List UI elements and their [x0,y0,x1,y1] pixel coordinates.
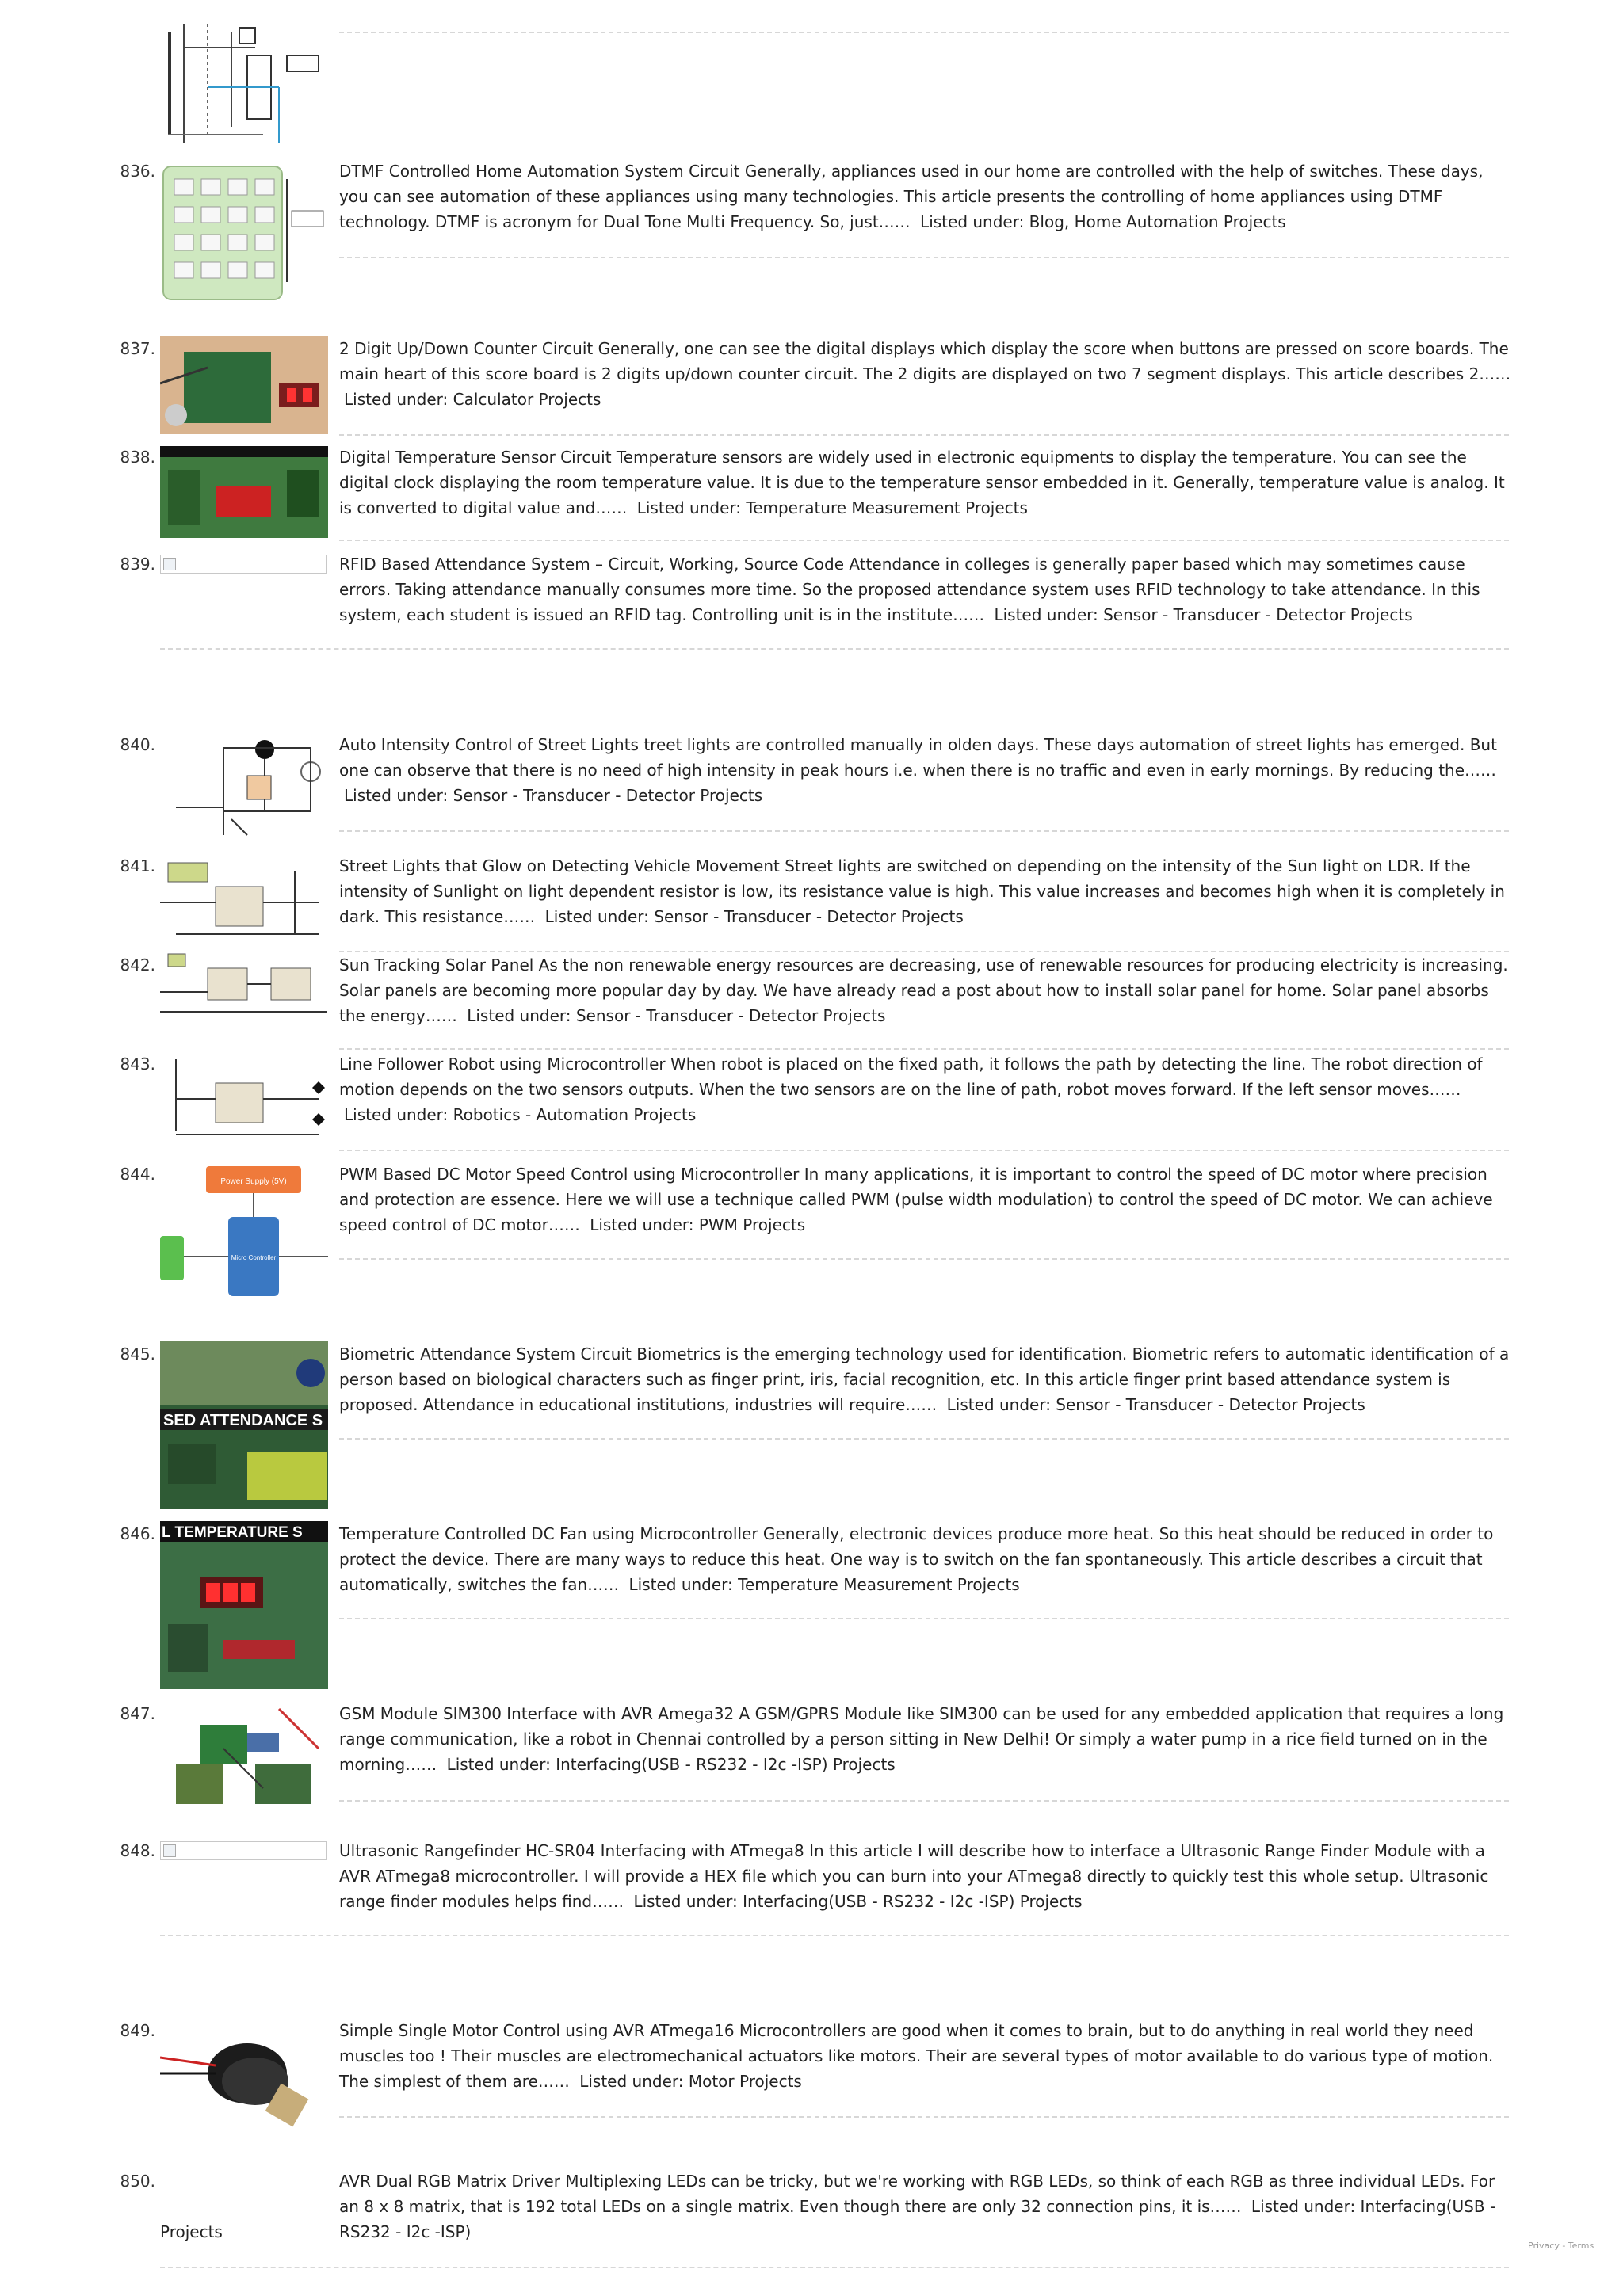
item-category[interactable]: Listed under: Temperature Measurement Projects [636,498,1028,517]
item-category[interactable]: Listed under: PWM Projects [590,1215,806,1234]
item-description [339,158,1512,235]
separator [160,648,1509,650]
item-description [339,1341,1512,1417]
item-summary: Attendance in colleges is generally paper based which may sometimes cause errors. Taking attendance manually consumes more time. So the proposed attendance system uses RFID technology to take attendance. In this system, each student is issued an RFID tag. Controlling unit is in the institute…… [339,555,1480,624]
privacy-terms-link[interactable]: Privacy - Terms [1528,2241,1594,2251]
separator [339,830,1509,832]
item-summary: As the non renewable energy resources are decreasing, use of renewable resources for producing electricity is increasing. Solar panels are becoming more popular day by day. We have already read a post about how to install solar panel for home. Solar panel absorbs the energy…… [339,955,1508,1025]
item-summary: When robot is placed on the fixed path, it follows the path by detecting the line. The robot direction of motion depends on the two sensors outputs. When the two sensors are on the line of path, robot moves forward. If the left sensor moves…… [339,1055,1483,1099]
item-number: 845. [120,1344,155,1363]
photo-banner-text: L TEMPERATURE S [162,1524,303,1541]
power-supply-label: Power Supply (5V) [220,1177,287,1186]
item-description [339,732,1512,808]
item-description [339,853,1512,929]
item-summary: Microcontrollers are good when it comes to brain, but to do anything in real world they need muscles too ! Their muscles are electromechanical actuators like motors. Their are several types of motor available to do various type of motion. The simplest of them are…… [339,2021,1494,2091]
block-circuit-thumbnail[interactable] [160,1051,328,1145]
item-category[interactable]: Listed under: Sensor - Transducer - Detector Projects [544,907,964,926]
item-title[interactable]: Biometric Attendance System Circuit [339,1344,632,1363]
item-number: 846. [120,1524,155,1543]
item-number: 843. [120,1055,155,1074]
item-number: 840. [120,735,155,754]
temperature-photo-thumbnail[interactable] [160,1521,328,1689]
broken-image-thumbnail[interactable] [160,1841,327,1860]
item-description [339,1051,1512,1127]
item-number: 849. [120,2021,155,2040]
item-description [339,444,1512,521]
item-category[interactable]: Listed under: Motor Projects [579,2072,802,2091]
item-summary: A GSM/GPRS Module like SIM300 can be used for any embedded application that requires a long range communication, like a robot in Chennai controlled by a person sitting in New Delhi! Or simply a water pump in a rice field turned on in the morning…… [339,1704,1504,1774]
item-description [339,1521,1512,1597]
gsm-board-thumbnail[interactable] [160,1701,328,1818]
item-title[interactable]: Temperature Controlled DC Fan using Microcontroller [339,1524,758,1543]
item-category[interactable]: Listed under: Interfacing(USB - RS232 - I2c -ISP) Projects [633,1892,1083,1911]
item-summary: Temperature sensors are widely used in electronic equipments to display the temperature. You can see the digital clock displaying the room temperature value. It is due to the temperature sensor embedded in it. Generally, temperature value is analog. It is converted to digital value and…… [339,448,1505,517]
item-category[interactable]: Listed under: Blog, Home Automation Projects [920,212,1286,231]
item-title[interactable]: DTMF Controlled Home Automation System Circuit [339,162,740,181]
item-description [339,1701,1512,1777]
item-title[interactable]: Street Lights that Glow on Detecting Vehicle Movement [339,856,780,875]
item-category[interactable]: Listed under: Calculator Projects [344,390,601,409]
item-number: 844. [120,1165,155,1184]
item-title[interactable]: Ultrasonic Rangefinder HC-SR04 Interfacing with ATmega8 [339,1841,804,1860]
item-title[interactable]: Auto Intensity Control of Street Lights [339,735,639,754]
separator [160,2267,1509,2268]
separator [339,540,1509,541]
sensor-board-thumbnail[interactable] [160,446,328,538]
attendance-photo-thumbnail[interactable] [160,1341,328,1509]
item-title[interactable]: Sun Tracking Solar Panel [339,955,534,974]
item-title[interactable]: AVR Dual RGB Matrix Driver [339,2172,560,2191]
item-number: 837. [120,339,155,358]
item-title[interactable]: PWM Based DC Motor Speed Control using Microcontroller [339,1165,800,1184]
dc-motor-thumbnail[interactable] [160,2018,328,2154]
item-number: 850. [120,2172,155,2191]
item-category[interactable]: Listed under: Sensor - Transducer - Detector Projects [467,1006,886,1025]
separator [339,32,1509,33]
circuit-diagram-thumbnail[interactable] [160,16,328,151]
block-circuit-thumbnail[interactable] [160,952,328,1024]
item-category[interactable]: Listed under: Sensor - Transducer - Detector Projects [946,1395,1365,1414]
separator [339,1258,1509,1260]
photo-banner-text: SED ATTENDANCE S [163,1412,323,1429]
separator [339,1150,1509,1151]
item-title[interactable]: GSM Module SIM300 Interface with AVR Amega32 [339,1704,735,1723]
item-number: 839. [120,555,155,574]
separator [160,1935,1509,1936]
item-number: 848. [120,1841,155,1860]
item-summary: Generally, appliances used in our home are controlled with the help of switches. These days, you can see automation of these appliances using many technologies. This article presents the controlling of home appliances using DTMF technology. DTMF is acronym for Dual Tone Multi Frequency. So, just…… [339,162,1484,231]
item-summary: In many applications, it is important to control the speed of DC motor where precision and protection are essence. Here we will use a technique called PWM (pulse width modulation) to control the speed of DC motor. We can achieve speed control of DC motor…… [339,1165,1493,1234]
item-category[interactable]: Listed under: Robotics - Automation Projects [344,1105,697,1124]
item-title[interactable]: Line Follower Robot using Microcontroller [339,1055,666,1074]
microcontroller-label: Micro Controller [231,1254,277,1261]
item-number: 842. [120,955,155,974]
item-category[interactable]: Listed under: Temperature Measurement Projects [628,1575,1020,1594]
separator [339,2116,1509,2118]
item-description [339,1838,1512,1914]
item-number: 836. [120,162,155,181]
pcb-photo-thumbnail[interactable] [160,336,328,434]
item-summary: In this article I will describe how to interface a Ultrasonic Range Finder Module with a AVR ATmega8 microcontroller. I will provide a HEX file which you can burn into your ATmega8 directly to quickly test this whole setup. Ultrasonic range finder modules helps find…… [339,1841,1489,1911]
item-description [339,2168,1512,2245]
item-number: 838. [120,448,155,467]
item-summary: treet lights are controlled manually in olden days. These days automation of street lights has emerged. But one can observe that there is no need of high intensity in peak hours i.e. when there is no traffic and even in early mornings. By reducing the…… [339,735,1497,780]
item-title[interactable]: RFID Based Attendance System – Circuit, Working, Source Code [339,555,845,574]
separator [339,1048,1509,1050]
item-description [339,551,1512,627]
block-diagram-thumbnail[interactable] [160,1161,328,1317]
item-number: 847. [120,1704,155,1723]
item-summary: Generally, electronic devices produce more heat. So this heat should be reduced in order to protect the device. There are many ways to reduce this heat. One way is to switch on the fan spontaneously. This article describes a circuit that automatically, switches the fan…… [339,1524,1494,1594]
transistor-circuit-thumbnail[interactable] [160,732,328,843]
item-title[interactable]: Simple Single Motor Control using AVR ATmega16 [339,2021,735,2040]
block-circuit-thumbnail[interactable] [160,855,328,944]
broken-image-thumbnail[interactable] [160,555,327,574]
item-description [339,2018,1512,2094]
item-title[interactable]: Digital Temperature Sensor Circuit [339,448,612,467]
item-description [339,1161,1512,1238]
item-title[interactable]: 2 Digit Up/Down Counter Circuit [339,339,594,358]
item-summary: Street lights are switched on depending on the intensity of the Sun light on LDR. If the intensity of Sunlight on light dependent resistor is low, its resistance value is high. This value increases and becomes high when it is completely in dark. This resistance…… [339,856,1505,926]
item-category[interactable]: Listed under: Interfacing(USB - RS232 - I2c -ISP) [339,2197,1496,2241]
item-category-overflow[interactable]: Projects [160,2222,223,2241]
item-number: 841. [120,856,155,875]
separator [339,257,1509,258]
item-summary: Biometrics is the emerging technology used for identification. Biometric refers to automatic identification of a person based on biological characters such as finger print, iris, facial recognition, etc. In this article finger print based attendance system is proposed. Attendance in educational institutions, industries will require…… [339,1344,1510,1414]
item-category[interactable]: Listed under: Sensor - Transducer - Detector Projects [344,786,763,805]
item-summary: Generally, one can see the digital displays which display the score when buttons are pressed on score boards. The main heart of this score board is 2 digits up/down counter circuit. The 2 digits are displayed on two 7 segment displays. This article describes 2…… [339,339,1511,383]
keypad-thumbnail[interactable] [160,163,328,322]
separator [339,1438,1509,1440]
separator [339,1618,1509,1619]
separator [339,434,1509,436]
item-description [339,952,1512,1028]
item-category[interactable]: Listed under: Sensor - Transducer - Detector Projects [994,605,1413,624]
separator [339,1800,1509,1802]
item-summary: Multiplexing LEDs can be tricky, but we're working with RGB LEDs, so think of each RGB as three individual LEDs. For an 8 x 8 matrix, that is 192 total LEDs on a single matrix. Even though there are only 32 connection pins, it is…… [339,2172,1495,2216]
item-description [339,336,1512,412]
item-category[interactable]: Listed under: Interfacing(USB - RS232 - I2c -ISP) Projects [446,1755,896,1774]
